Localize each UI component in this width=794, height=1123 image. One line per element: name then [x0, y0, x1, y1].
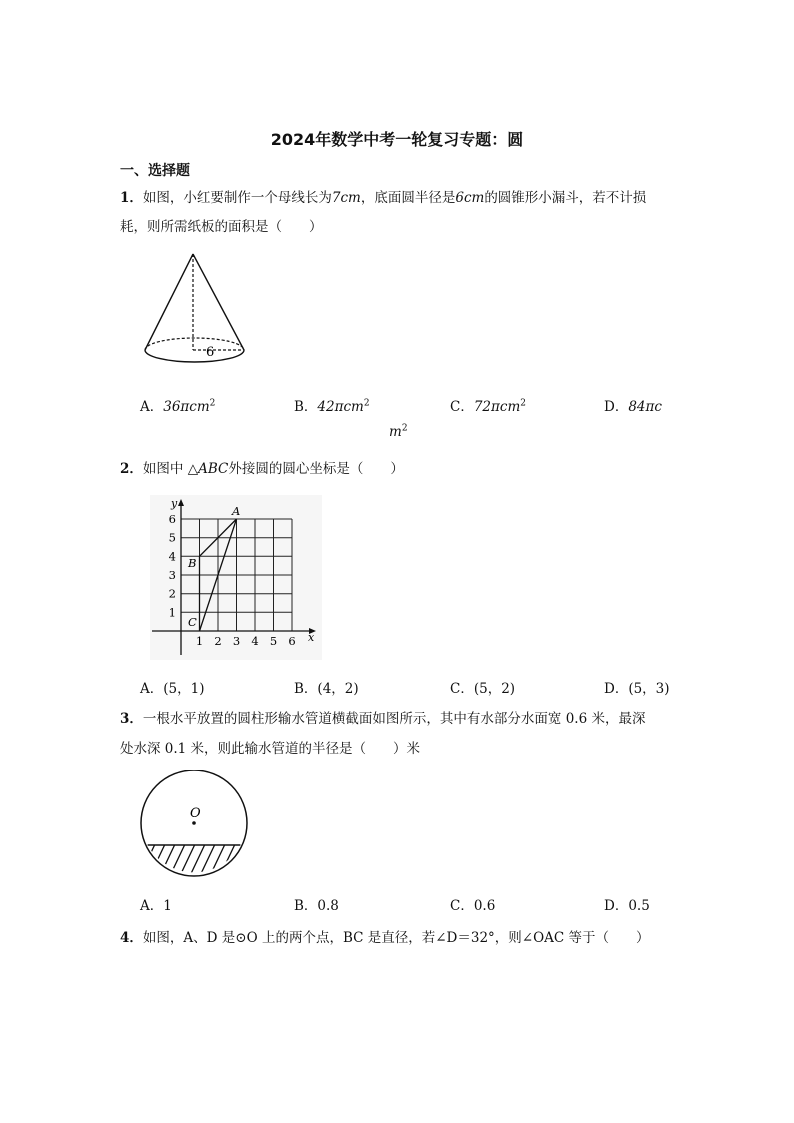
- x-tick-1: 1: [195, 634, 204, 648]
- slant-length: 7cm: [331, 190, 361, 206]
- question-4-text-b: O 上的两个点，BC 是直径，若∠D＝32°，则∠OAC 等于（ ）: [246, 930, 650, 946]
- q1-option-a: A．36πcm$^2$: [140, 398, 216, 415]
- x-tick-3: 3: [232, 634, 241, 648]
- question-1-line-2: 耗，则所需纸板的面积是（ ）: [120, 219, 323, 235]
- triangle-abc: △ABC: [187, 461, 229, 477]
- water-hatching: [138, 842, 250, 878]
- y-tick-5: 5: [168, 530, 176, 545]
- y-tick-2: 2: [168, 586, 176, 601]
- point-b-label: B: [188, 556, 197, 570]
- x-tick-4: 4: [251, 634, 259, 648]
- question-2-number: 2．: [120, 461, 143, 477]
- x-axis-label: x: [308, 631, 315, 644]
- center-label: O: [190, 806, 201, 821]
- radius-label: 6: [206, 345, 215, 360]
- question-3-text-1: 一根水平放置的圆柱形输水管道横截面如图所示，其中有水部分水面宽 0.6 米，最深: [142, 711, 646, 727]
- q1-option-b: B．42πcm$^2$: [294, 398, 370, 415]
- question-3-line-2: 处水深 0.1 米，则此输水管道的半径是（ ）米: [120, 741, 421, 757]
- y-tick-1: 1: [168, 605, 176, 620]
- q3-option-b: B．0.8: [294, 898, 339, 914]
- cone-left-edge: [145, 254, 193, 350]
- q2-option-a: A．(5，1): [140, 681, 205, 697]
- q1-option-d-wrap: $m^2$: [389, 423, 408, 440]
- question-2-text-b: 外接圆的圆心坐标是（ ）: [228, 461, 404, 477]
- cone-figure: [138, 250, 250, 368]
- question-1-text-a: 如图，小红要制作一个母线长为: [142, 190, 332, 206]
- question-1-number: 1．: [120, 190, 143, 206]
- q1-option-c: C．72πcm$^2$: [450, 398, 526, 415]
- circle-symbol: ⊙: [235, 930, 247, 946]
- question-1-line-1: [120, 186, 646, 206]
- question-3-number: 3．: [120, 711, 143, 727]
- question-2-line: [120, 457, 404, 477]
- coordinate-grid-figure: [150, 495, 322, 660]
- q2-option-b: B．(4，2): [294, 681, 359, 697]
- question-1-text-b: ，底面圆半径是: [360, 190, 456, 206]
- question-4-number: 4．: [120, 930, 143, 946]
- y-tick-3: 3: [168, 568, 176, 582]
- q3-option-d: D．0.5: [604, 898, 650, 914]
- cone-base-front: [145, 350, 244, 362]
- section-heading: 一、选择题: [120, 163, 190, 179]
- base-radius: 6cm: [455, 190, 485, 206]
- cone-right-edge: [193, 254, 244, 350]
- question-4-line: [120, 926, 650, 946]
- x-tick-6: 6: [288, 634, 296, 648]
- question-2-text-a: 如图中: [142, 461, 188, 477]
- question-3-line-1: [120, 707, 645, 727]
- q2-option-d: D．(5，3): [604, 681, 670, 697]
- question-1-text-c: 的圆锥形小漏斗，若不计损: [484, 190, 647, 206]
- y-axis-label: y: [171, 497, 178, 510]
- y-tick-6: 6: [168, 512, 176, 526]
- x-tick-2: 2: [214, 634, 222, 648]
- center-point: [192, 821, 196, 825]
- q1-option-d: D．84πc: [604, 399, 662, 415]
- q3-option-a: A．1: [140, 898, 172, 914]
- y-tick-4: 4: [168, 549, 176, 564]
- question-4-text-a: 如图，A、D 是: [142, 930, 236, 946]
- pipe-cross-section-figure: [138, 770, 250, 878]
- point-c-label: C: [188, 615, 197, 629]
- page-title: 2024年数学中考一轮复习专题：圆: [270, 130, 524, 149]
- point-a-label: A: [232, 504, 241, 518]
- q3-option-c: C．0.6: [450, 898, 496, 914]
- cone-base-back: [145, 338, 244, 350]
- x-tick-5: 5: [269, 634, 278, 648]
- q2-option-c: C．(5，2): [450, 681, 516, 697]
